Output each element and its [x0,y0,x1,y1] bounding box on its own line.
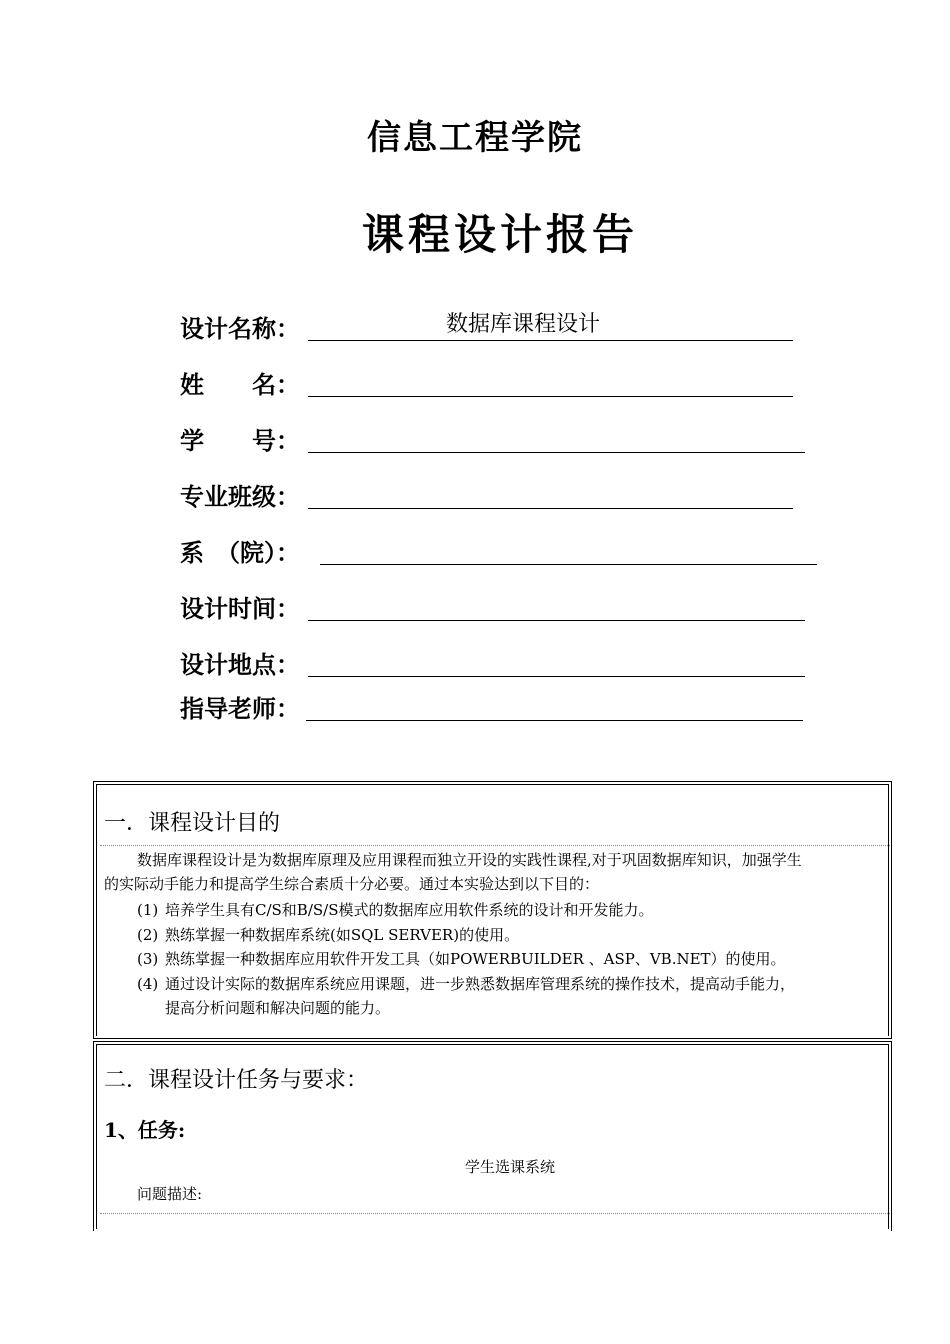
purpose-intro-line1: 数据库课程设计是为数据库原理及应用课程而独立开设的实践性课程,对于巩固数据库知识，加强学生 [137,851,802,869]
section-purpose-title: 一．课程设计目的 [104,811,281,836]
field-label: 系 （院）： [180,538,300,567]
section-task-title: 二．课程设计任务与要求： [104,1068,369,1093]
field-underline [306,720,803,721]
field-label: 设计时间： [180,594,300,623]
field-advisor [180,690,300,724]
item-text: 通过设计实际的数据库系统应用课题，进一步熟悉数据库管理系统的操作技术，提高动手能力， [165,975,796,993]
school-name: 信息工程学院 [367,118,583,158]
item-text: 培养学生具有C/S和B/S/S模式的数据库应用软件系统的设计和开发能力。 [165,901,654,919]
field-student-id [180,422,300,456]
field-underline [308,452,805,453]
field-label: 专业班级： [180,482,300,511]
field-design-location [180,646,300,680]
purpose-item [137,923,877,947]
item-text: 提高分析问题和解决问题的能力。 [165,999,391,1017]
report-title: 课程设计报告 [361,210,638,259]
field-value: 数据库课程设计 [445,312,600,337]
field-label: 设计名称： [180,314,300,343]
field-department [180,534,300,568]
dotted-divider [100,1213,890,1214]
field-label: 指导老师： [180,694,300,723]
problem-label: 问题描述: [137,1185,203,1203]
system-name: 学生选课系统 [464,1158,555,1176]
field-label: 姓 名： [180,370,300,399]
purpose-item [137,972,877,996]
field-design-time [180,590,300,624]
task-heading: 1、任务: [104,1118,186,1142]
field-underline [308,396,793,397]
field-name [180,366,300,400]
purpose-intro-line2: 的实际动手能力和提高学生综合素质十分必要。通过本实验达到以下目的： [104,875,600,893]
purpose-item [137,898,877,922]
item-text: 熟练掌握一种数据库系统(如SQL SERVER)的使用。 [165,926,520,944]
purpose-item [137,947,877,971]
field-design-name [180,310,600,344]
field-label: 学 号： [180,426,300,455]
field-underline [308,620,805,621]
item-number: (3) [137,950,159,968]
field-underline [308,340,793,341]
item-number: (4) [137,975,159,993]
field-label: 设计地点： [180,650,300,679]
dotted-divider [100,845,890,846]
item-text: 熟练掌握一种数据库应用软件开发工具（如POWERBUILDER 、ASP、VB.NET）的使用。 [165,950,786,968]
field-underline [320,564,817,565]
field-underline [308,508,793,509]
purpose-item-continuation [165,996,905,1020]
field-major-class [180,478,300,512]
field-underline [308,676,805,677]
item-number: (1) [137,901,159,919]
item-number: (2) [137,926,159,944]
